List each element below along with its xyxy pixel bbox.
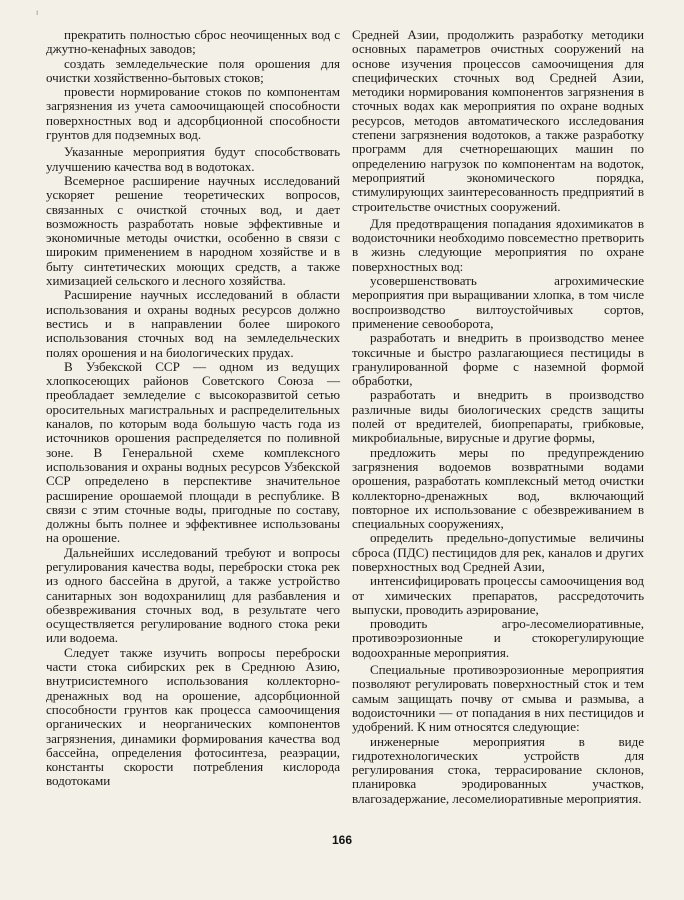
paragraph: усовершенствовать агрохимические мероприятия при выращивании хлопка, в том числе воспроизводство вилтоустойчивых сортов, применение севооборота, [352,273,644,331]
paragraph: Следует также изучить вопросы переброски части стока сибирских рек в Среднюю Азию, внутрисистемного использования коллекторно-дренажных вод на орошение, адсорбционной способности грунтов как процесса самоочищения органических и неорганических компонентов загрязнения, динамики формирования качества вод бассейна, определения фотосинтеза, реаэрации, константы скорости потребления кислорода водотоками [46,644,340,789]
paragraph: Специальные противоэрозионные мероприятия позволяют регулировать поверхностный сток и тем самым защищать почву от смыва и размыва, а водоисточники — от попадания в них пестицидов и удобрений. К ним относятся следующие: [352,662,644,735]
paragraph: проводить агро-лесомелиоративные, противоэрозионные и стокорегулирующие водоохранные мероприятия. [352,616,644,660]
paragraph: инженерные мероприятия в виде гидротехнологических устройств для регулирования стока, террасирование склонов, планировка эродированных участков, влагозадержание, лесомелиоративные мероприятия. [352,733,644,806]
paragraph: предложить меры по предупреждению загрязнения водоемов возвратными водами орошения, разработать комплексный метод очистки коллекторно-дренажных вод, включающий повторное их использование с обезвреживанием в специальных сооружениях, [352,444,644,532]
paragraph: В Узбекской ССР — одном из ведущих хлопкосеющих районов Советского Союза — преобладает земледелие с высокоразвитой сетью оросительных магистральных и распределительных каналов, по которым вода большую часть года из источников орошения распределяется по поливной зоне. В Генеральной схеме комплексного использования и охраны водных ресурсов Узбекской ССР определено в перспективе значительное расширение орошаемой площади в республике. В связи с этим сточные воды, пригодные по составу, должны быть полнее и эффективнее использованы на орошение. [46,358,340,546]
paragraph: прекратить полностью сброс неочищенных вод с джутно-кенафных заводов; [46,27,340,57]
paragraph: Указанные мероприятия будут способствовать улучшению качества вод в водотоках. [46,144,340,174]
paragraph: Средней Азии, продолжить разработку методики основных параметров очистных сооружений на основе изучения процессов самоочищения для специфических сточных вод Средней Азии, методики нормирования компонентов загрязнения в сточных водах как мероприятия по охране водных ресурсов, методов автоматического исследования степени загрязнения водотоков, а также разработку программ для счетнорешающих машин по определению нагрузок по компонентам на водоток, мероприятий экономического порядка, стимулирующих заинтересованность предприятий в строительстве очистных сооружений. [352,27,644,214]
paragraph: провести нормирование стоков по компонентам загрязнения из учета самоочищающей способности поверхностных вод и адсорбционной способности грунтов для подземных вод. [46,84,340,143]
paragraph: Всемерное расширение научных исследований ускоряет решение теоретических вопросов, связанных с очисткой сточных вод, и дает возможность разработать новые эффективные и экономичные методы очистки, особенно в связи с широким применением в народном хозяйстве и в быту синтетических моющих средств, а также химизацией сельского и лесного хозяйства. [46,172,340,289]
paragraph: Дальнейших исследований требуют и вопросы регулирования качества воды, переброски стока рек из одного бассейна в другой, а также устройство санитарных зон водохранилищ для разбавления и обезвреживания сточных вод, в результате чего осуществляется регулирование водного стока реки или водоема. [46,544,340,646]
left-column [46,28,340,789]
paragraph: Расширение научных исследований в области использования и охраны водных ресурсов должно вестись и в направлении более широкого использования сточных вод на земледельческих полях орошения и на биологических прудах. [46,287,340,360]
page-number: 166 [331,833,353,847]
paragraph: Для предотвращения попадания ядохимикатов в водоисточники необходимо повсеместно претворить в жизнь следующие мероприятия по охране поверхностных вод: [352,215,644,274]
paragraph: интенсифицировать процессы самоочищения вод от химических препаратов, рассредоточить выпуски, проводить аэрирование, [352,573,644,617]
paragraph: определить предельно-допустимые величины сброса (ПДС) пестицидов для рек, каналов и других поверхностных вод Средней Азии, [352,530,644,574]
paragraph: создать земледельческие поля орошения для очистки хозяйственно-бытовых стоков; [46,55,340,85]
right-column [352,28,644,806]
paragraph: разработать и внедрить в производство различные виды биологических средств защиты полей от вредителей, биопрепараты, грибковые, микробиальные, вирусные и другие формы, [352,387,644,446]
corner-mark: ı [36,8,39,17]
paragraph: разработать и внедрить в производство менее токсичные и быстро разлагающиеся пестициды в гранулированной форме с наземной формой обработки, [352,330,644,389]
